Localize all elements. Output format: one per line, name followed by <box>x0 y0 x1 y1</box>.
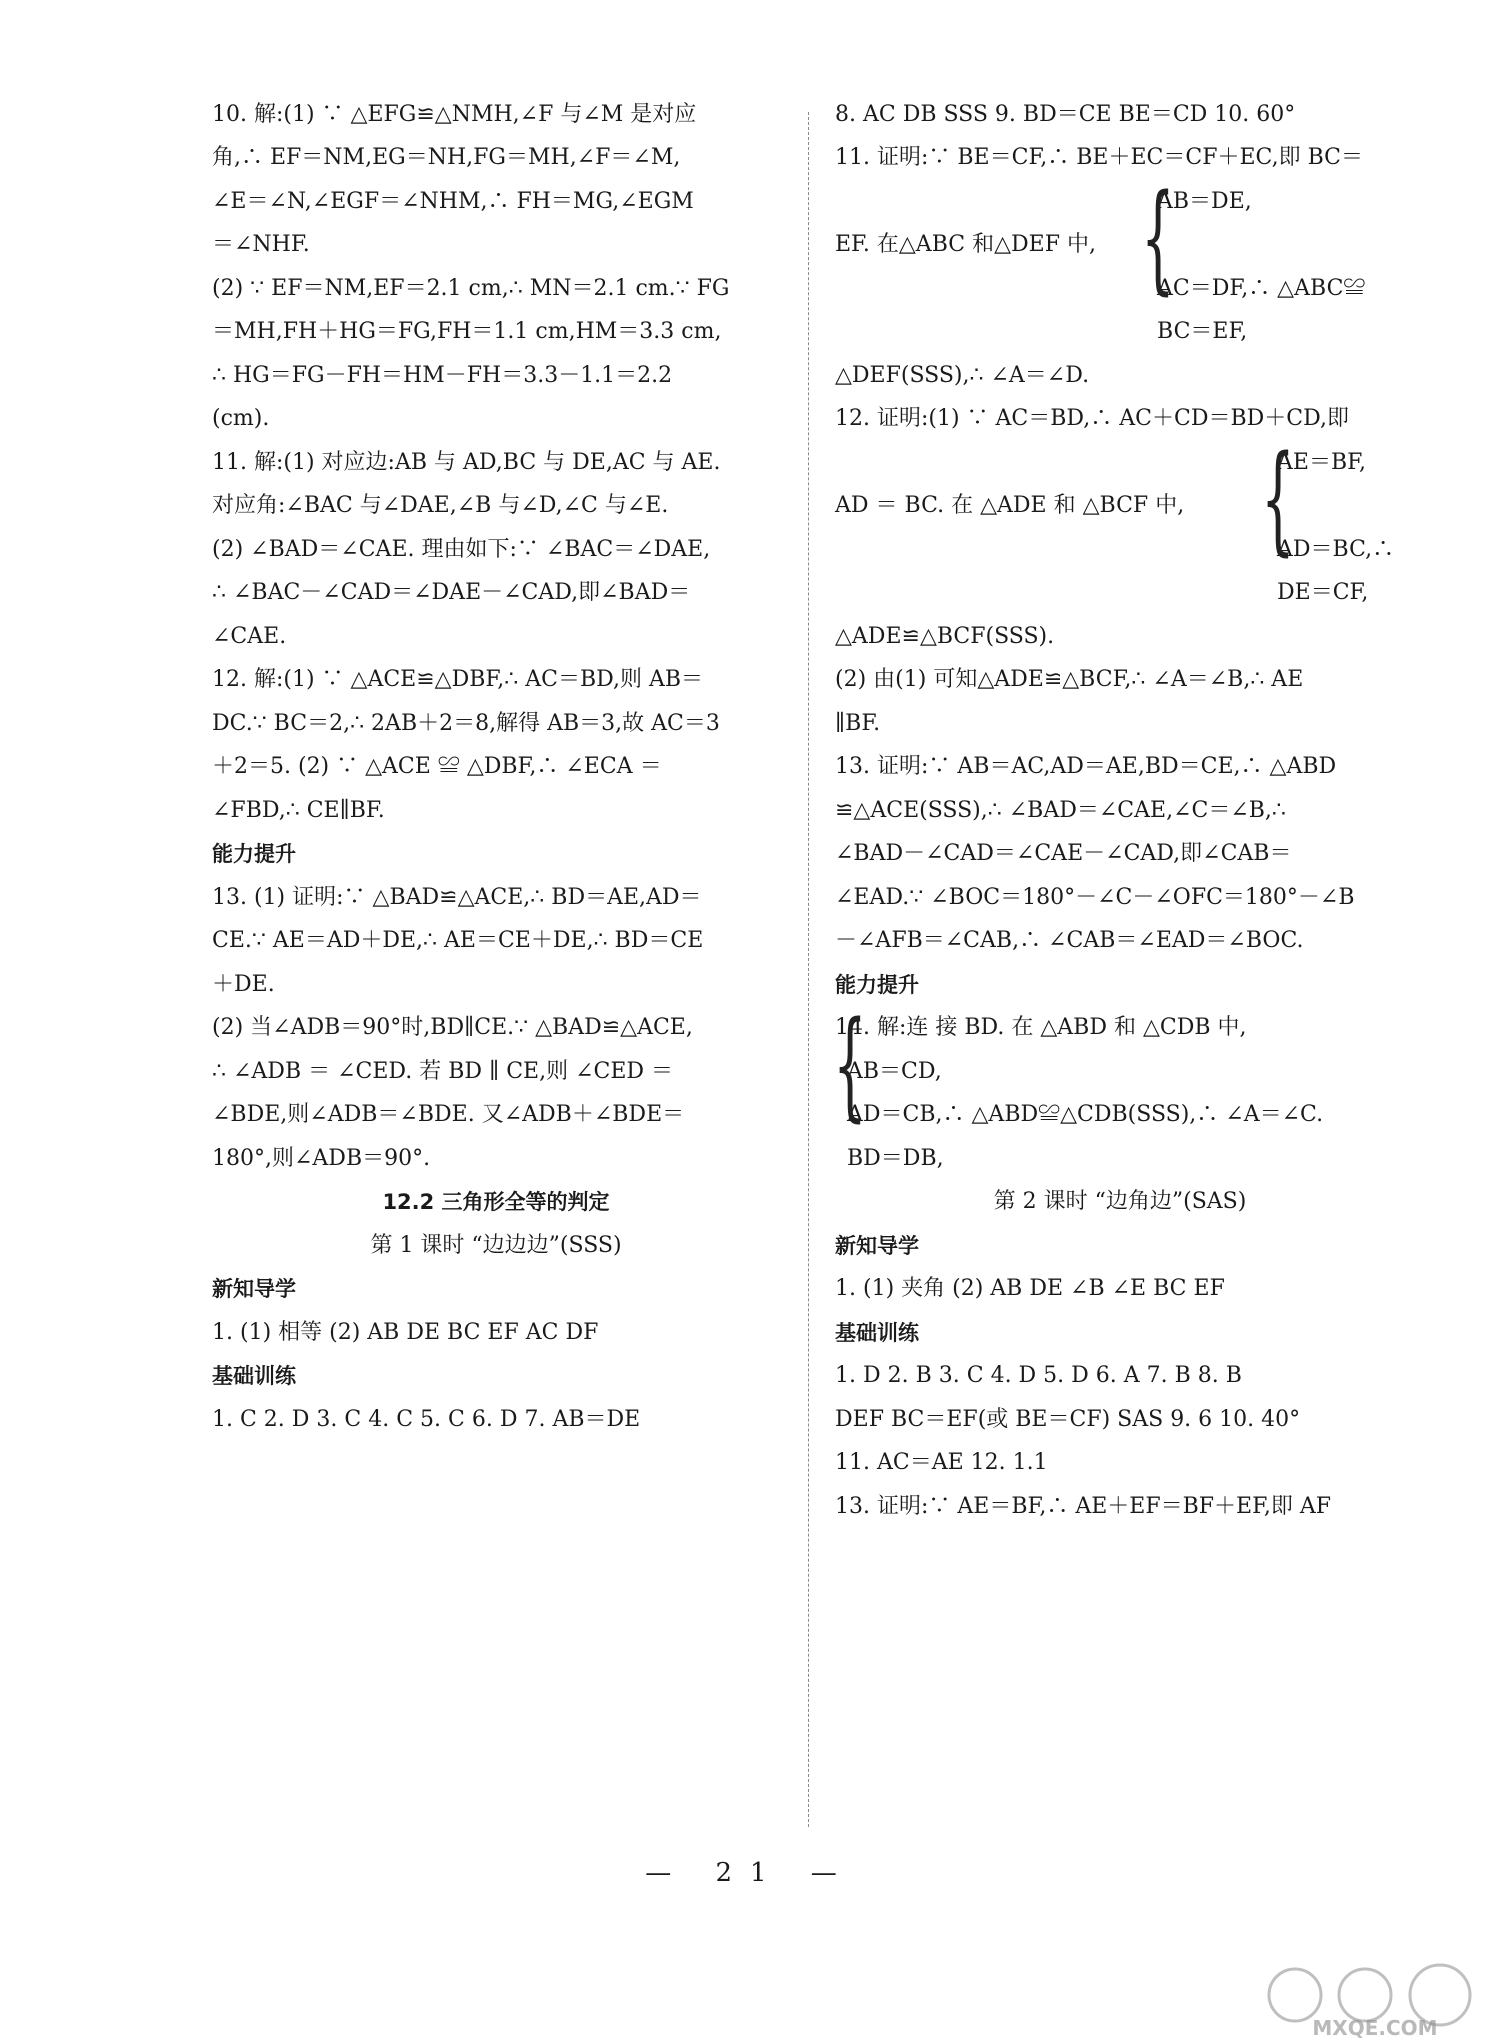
column-divider <box>808 112 809 1827</box>
equation-brace-1: { <box>1261 429 1295 567</box>
equation-brace-2: { <box>833 995 867 1133</box>
right-line-6: △DEF(SSS),∴ ∠A＝∠D. <box>835 363 1090 388</box>
right-line-15: 13. 证明:∵ AB＝AC,AD＝AE,BD＝CE,∴ △ABD <box>835 754 1337 779</box>
left-line-29: 基础训练 <box>212 1364 296 1388</box>
right-line-31: 11. AC＝AE 12. 1.1 <box>835 1450 1048 1475</box>
right-line-9: AD ＝ BC. 在 △ADE 和 △BCF 中, <box>835 493 1185 518</box>
right-line-30: DEF BC＝EF(或 BE＝CF) SAS 9. 6 10. 40° <box>835 1407 1301 1432</box>
right-line-14: ∥BF. <box>835 711 881 736</box>
left-line-13: 12. 解:(1) ∵ △ACE≌△DBF,∴ AC＝BD,则 AB＝ <box>212 667 704 692</box>
right-line-24: BD＝DB, <box>847 1146 944 1171</box>
left-line-30: 1. C 2. D 3. C 4. C 5. C 6. D 7. AB＝DE <box>212 1407 641 1432</box>
left-line-28: 1. (1) 相等 (2) AB DE BC EF AC DF <box>212 1320 599 1345</box>
right-line-23: AD＝CB,∴ △ABD≌△CDB(SSS),∴ ∠A＝∠C. <box>847 1102 1324 1127</box>
left-line-0: 10. 解:(1) ∵ △EFG≌△NMH,∠F 与∠M 是对应 <box>212 102 697 127</box>
right-line-26: 新知导学 <box>835 1234 919 1258</box>
right-line-0: 8. AC DB SSS 9. BD＝CE BE＝CD 10. 60° <box>835 102 1296 127</box>
left-line-11: ∴ ∠BAC－∠CAD＝∠DAE－∠CAD,即∠BAD＝ <box>212 580 691 605</box>
right-line-8: AE＝BF, <box>1277 450 1366 475</box>
left-line-24: 180°,则∠ADB＝90°. <box>212 1146 431 1171</box>
right-line-12: △ADE≌△BCF(SSS). <box>835 624 1055 649</box>
left-line-26: 第 1 课时 “边边边”(SSS) <box>370 1233 622 1258</box>
left-line-17: 能力提升 <box>212 842 296 866</box>
left-line-14: DC.∵ BC＝2,∴ 2AB＋2＝8,解得 AB＝3,故 AC＝3 <box>212 711 720 736</box>
right-line-28: 基础训练 <box>835 1321 919 1345</box>
right-line-7: 12. 证明:(1) ∵ AC＝BD,∴ AC＋CD＝BD＋CD,即 <box>835 406 1349 431</box>
right-line-20: 能力提升 <box>835 973 919 997</box>
right-line-5: BC＝EF, <box>1157 319 1248 344</box>
left-line-4: (2) ∵ EF＝NM,EF＝2.1 cm,∴ MN＝2.1 cm.∵ FG <box>212 276 730 301</box>
right-line-11: DE＝CF, <box>1277 580 1369 605</box>
left-line-8: 11. 解:(1) 对应边:AB 与 AD,BC 与 DE,AC 与 AE. <box>212 450 721 475</box>
right-line-18: ∠EAD.∵ ∠BOC＝180°－∠C－∠OFC＝180°－∠B <box>835 885 1355 910</box>
left-line-12: ∠CAE. <box>212 624 287 649</box>
page-number: — 21 — <box>645 1858 855 1888</box>
right-line-2: AB＝DE, <box>1157 189 1252 214</box>
right-line-16: ≌△ACE(SSS),∴ ∠BAD＝∠CAE,∠C＝∠B,∴ <box>835 798 1286 823</box>
left-line-2: ∠E＝∠N,∠EGF＝∠NHM,∴ FH＝MG,∠EGM <box>212 189 694 214</box>
left-line-9: 对应角:∠BAC 与∠DAE,∠B 与∠D,∠C 与∠E. <box>212 493 669 518</box>
left-line-6: ∴ HG＝FG－FH＝HM－FH＝3.3－1.1＝2.2 <box>212 363 673 388</box>
right-line-3: EF. 在△ABC 和△DEF 中, <box>835 232 1096 257</box>
right-line-19: －∠AFB＝∠CAB,∴ ∠CAB＝∠EAD＝∠BOC. <box>835 928 1304 953</box>
left-line-22: ∴ ∠ADB ＝ ∠CED. 若 BD ∥ CE,则 ∠CED ＝ <box>212 1059 674 1084</box>
right-line-13: (2) 由(1) 可知△ADE≌△BCF,∴ ∠A＝∠B,∴ AE <box>835 667 1304 692</box>
left-line-20: ＋DE. <box>212 972 275 997</box>
svg-text:MXQE.COM: MXQE.COM <box>1312 2016 1438 2040</box>
right-line-29: 1. D 2. B 3. C 4. D 5. D 6. A 7. B 8. B <box>835 1363 1242 1388</box>
watermark-logo <box>1255 1955 1495 2041</box>
right-line-27: 1. (1) 夹角 (2) AB DE ∠B ∠E BC EF <box>835 1276 1225 1301</box>
left-line-27: 新知导学 <box>212 1277 296 1301</box>
left-line-18: 13. (1) 证明:∵ △BAD≌△ACE,∴ BD＝AE,AD＝ <box>212 885 702 910</box>
left-line-10: (2) ∠BAD＝∠CAE. 理由如下:∵ ∠BAC＝∠DAE, <box>212 537 711 562</box>
right-line-4: AC＝DF,∴ △ABC≌ <box>1157 276 1366 301</box>
left-line-7: (cm). <box>212 406 270 431</box>
left-line-3: ＝∠NHF. <box>212 232 310 257</box>
right-line-22: AB＝CD, <box>847 1059 942 1084</box>
right-line-25: 第 2 课时 “边角边”(SAS) <box>993 1189 1247 1214</box>
left-line-15: ＋2＝5. (2) ∵ △ACE ≌ △DBF,∴ ∠ECA ＝ <box>212 754 662 779</box>
left-line-1: 角,∴ EF＝NM,EG＝NH,FG＝MH,∠F＝∠M, <box>212 145 681 170</box>
left-line-5: ＝MH,FH＋HG＝FG,FH＝1.1 cm,HM＝3.3 cm, <box>212 319 722 344</box>
left-line-19: CE.∵ AE＝AD＋DE,∴ AE＝CE＋DE,∴ BD＝CE <box>212 928 704 953</box>
left-line-16: ∠FBD,∴ CE∥BF. <box>212 798 385 823</box>
equation-brace-0: { <box>1141 168 1175 306</box>
left-line-21: (2) 当∠ADB＝90°时,BD∥CE.∵ △BAD≌△ACE, <box>212 1015 693 1040</box>
right-line-21: 14. 解:连 接 BD. 在 △ABD 和 △CDB 中, <box>835 1015 1247 1040</box>
left-line-25: 12.2 三角形全等的判定 <box>382 1190 610 1214</box>
right-line-17: ∠BAD－∠CAD＝∠CAE－∠CAD,即∠CAB＝ <box>835 841 1292 866</box>
right-line-10: AD＝BC,∴ <box>1277 537 1395 562</box>
right-line-32: 13. 证明:∵ AE＝BF,∴ AE＋EF＝BF＋EF,即 AF <box>835 1494 1332 1519</box>
right-line-1: 11. 证明:∵ BE＝CF,∴ BE＋EC＝CF＋EC,即 BC＝ <box>835 145 1363 170</box>
left-line-23: ∠BDE,则∠ADB＝∠BDE. 又∠ADB＋∠BDE＝ <box>212 1102 685 1127</box>
